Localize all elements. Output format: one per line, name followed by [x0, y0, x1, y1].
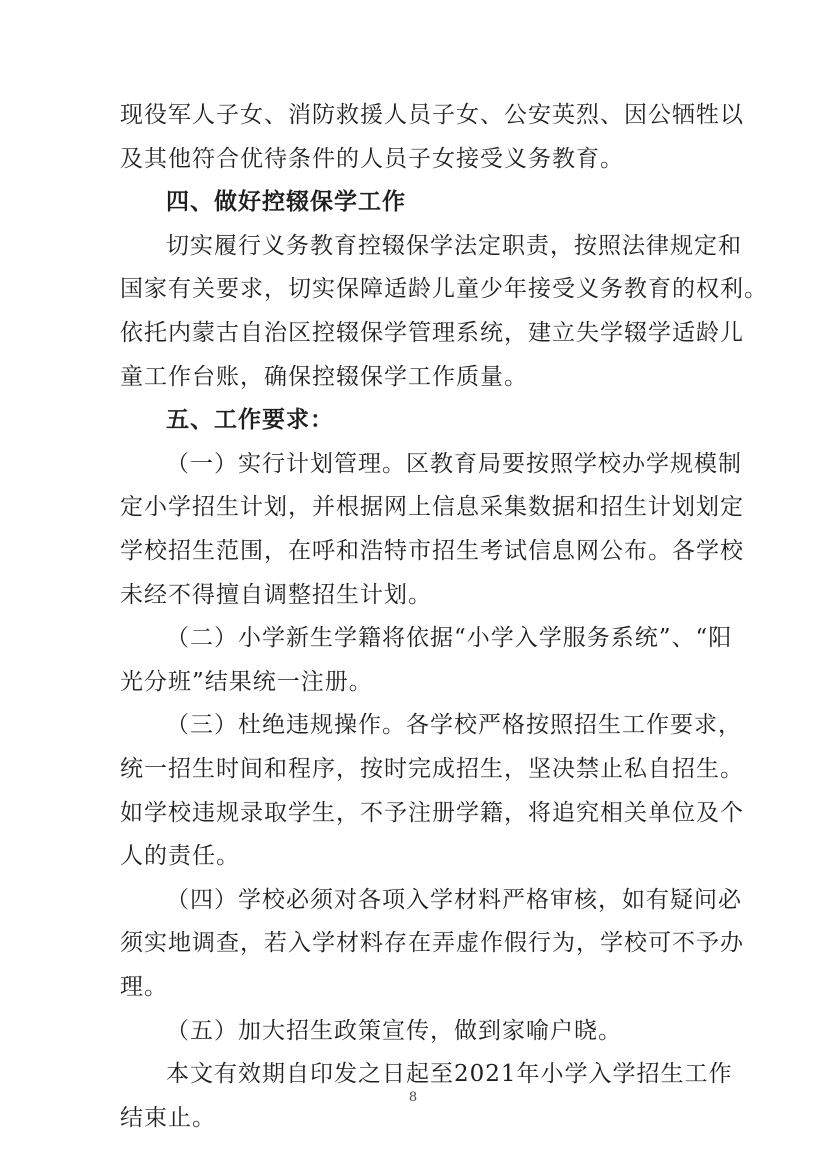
- body-line: 学校招生范围，在呼和浩特市招生考试信息网公布。各学校: [120, 538, 744, 564]
- body-line: 及其他符合优待条件的人员子女接受义务教育。: [120, 145, 624, 172]
- body-line: 如学校违规录取学生，不予注册学籍，将追究相关单位及个: [120, 799, 744, 826]
- page-number: 8: [408, 1090, 418, 1105]
- body-line: 切实履行义务教育控辍保学法定职责，按照法律规定和: [166, 232, 742, 259]
- body-line: 光分班”结果统一注册。: [120, 668, 373, 695]
- body-line: 国家有关要求，切实保障适龄儿童少年接受义务教育的权利。: [120, 276, 768, 303]
- section-heading: 四、做好控辍保学工作: [166, 189, 406, 216]
- body-line: （四）学校必须对各项入学材料严格审核，如有疑问必: [166, 886, 742, 913]
- body-line: 定小学招生计划，并根据网上信息采集数据和招生计划划定: [120, 494, 744, 521]
- body-line: 须实地调查，若入学材料存在弄虚作假行为，学校可不予办: [120, 930, 744, 957]
- body-line: 未经不得擅自调整招生计划。: [120, 581, 432, 608]
- body-line: （三）杜绝违规操作。各学校严格按照招生工作要求，: [166, 712, 742, 739]
- body-line: 统一招生时间和程序，按时完成招生，坚决禁止私自招生。: [120, 756, 744, 782]
- body-line: 本文有效期自印发之日起至2021年小学入学招生工作: [166, 1061, 733, 1088]
- body-line: 人的责任。: [120, 843, 240, 870]
- body-line: （二）小学新生学籍将依据“小学入学服务系统”、“阳: [166, 625, 733, 652]
- body-line: 童工作台账，确保控辍保学工作质量。: [120, 363, 528, 390]
- body-line: （一）实行计划管理。区教育局要按照学校办学规模制: [166, 450, 742, 477]
- body-line: 依托内蒙古自治区控辍保学管理系统，建立失学辍学适龄儿: [120, 320, 744, 346]
- body-line: （五）加大招生政策宣传，做到家喻户晓。: [166, 1017, 622, 1044]
- body-line: 结束止。: [120, 1104, 216, 1131]
- body-line: 现役军人子女、消防救援人员子女、公安英烈、因公牺牲以: [120, 102, 744, 128]
- body-line: 理。: [120, 974, 168, 1000]
- section-heading: 五、工作要求：: [166, 407, 334, 434]
